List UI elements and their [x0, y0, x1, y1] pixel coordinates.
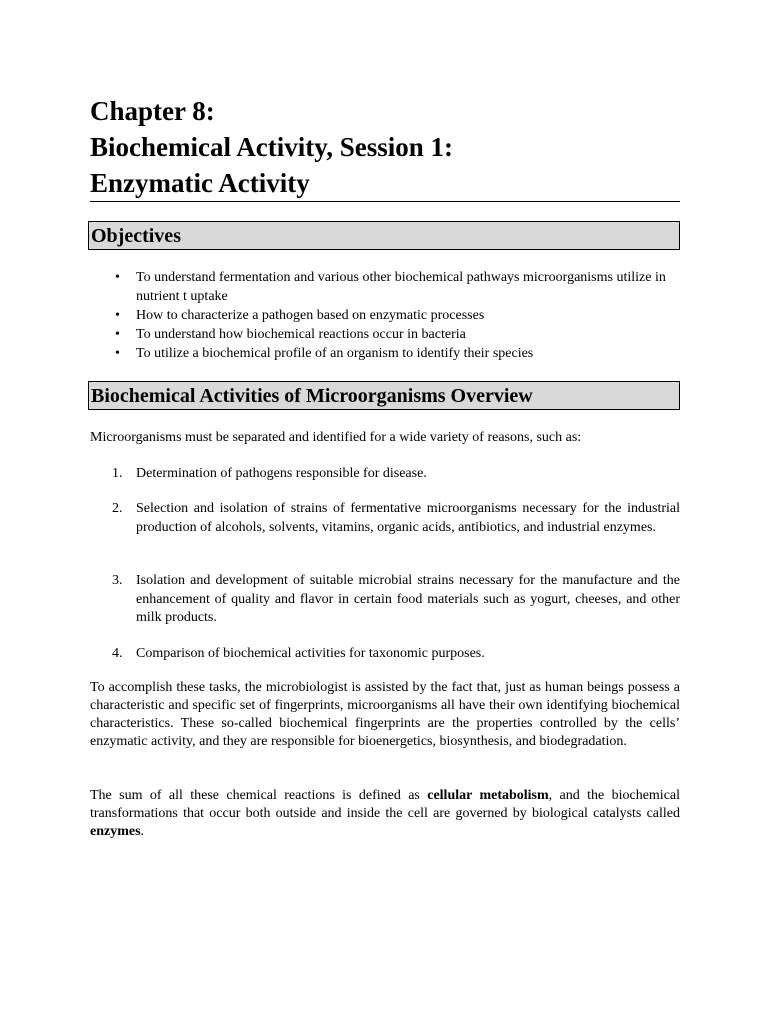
term-cellular-metabolism: cellular metabolism — [427, 788, 549, 803]
chapter-title-line-3: Enzymatic Activity — [90, 168, 310, 198]
numbered-item: 4. Comparison of biochemical activities for taxonomic purposes. — [112, 646, 485, 661]
title-divider — [90, 201, 680, 202]
term-enzymes: enzymes — [90, 824, 141, 839]
objectives-heading: Objectives — [88, 221, 680, 250]
chapter-title-line-2: Biochemical Activity, Session 1: — [90, 132, 453, 162]
numbered-item: 1. Determination of pathogens responsible for disease. — [112, 466, 427, 481]
overview-heading: Biochemical Activities of Microorganisms Overview — [88, 381, 680, 410]
numbered-item: 3. Isolation and development of suitable microbial strains necessary for the manufacture and the enhancement of quality and flavor in certain food materials such as yogurt, cheeses, and other milk products. — [112, 573, 680, 625]
objective-item: • To understand fermentation and various other biochemical pathways microorganisms utilize in nutrient t uptake — [115, 270, 666, 304]
objectives-list — [90, 268, 680, 363]
chapter-title-line-1: Chapter 8: — [90, 96, 215, 126]
chapter-title — [90, 93, 680, 201]
numbered-item: 2. Selection and isolation of strains of fermentative microorganisms necessary for the industrial production of alcohols, solvents, vitamins, organic acids, antibiotics, and industrial enzymes. — [112, 501, 680, 535]
overview-intro: Microorganisms must be separated and identified for a wide variety of reasons, such as: — [90, 430, 582, 445]
bullet-icon: • — [115, 346, 120, 361]
body-paragraph-2: The sum of all these chemical reactions is defined as cellular metabolism, and the biochemical transformations that occur both outside and inside the cell are governed by biological catalysts called enzymes. — [90, 788, 681, 839]
objective-item: • To utilize a biochemical profile of an organism to identify their species — [115, 346, 534, 361]
bullet-icon: • — [115, 327, 120, 342]
bullet-icon: • — [115, 270, 120, 285]
objective-item: • How to characterize a pathogen based on enzymatic processes — [115, 308, 485, 323]
objective-item: • To understand how biochemical reactions occur in bacteria — [115, 327, 466, 342]
body-paragraph-1: To accomplish these tasks, the microbiologist is assisted by the fact that, just as human beings possess a characteristic and specific set of fingerprints, microorganisms all have their own identifying biochemical characteristics. These so-called biochemical fingerprints are the properties controlled by the cells’ enzymatic activity, and they are responsible for bioenergetics, biosynthesis, and biodegradation. — [90, 680, 680, 749]
bullet-icon: • — [115, 308, 120, 323]
